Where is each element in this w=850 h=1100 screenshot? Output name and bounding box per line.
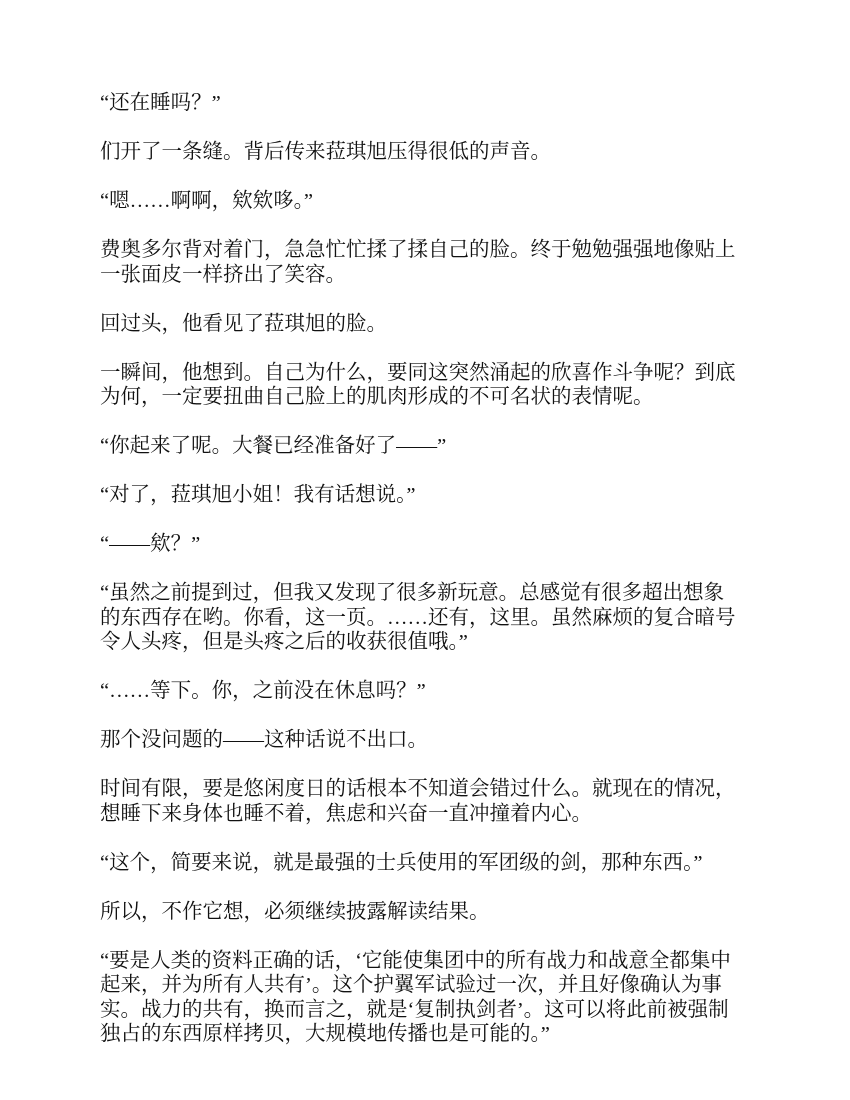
paragraph [100, 189, 760, 214]
text-line: 为何，一定要扭曲自己脸上的肌肉形成的不可名状的表情呢。 [100, 386, 654, 408]
text-line: “要是人类的资料正确的话，‘它能使集团中的所有战力和战意全都集中 [100, 949, 731, 972]
paragraph [100, 728, 760, 753]
text-line: 独占的东西原样拷贝，大规模地传播也是可能的。” [100, 1023, 550, 1045]
text-line: “——欸？” [100, 533, 201, 555]
paragraph [100, 91, 760, 116]
paragraph [100, 483, 760, 508]
paragraph [100, 532, 760, 557]
text-line: “……等下。你，之前没在休息吗？” [100, 680, 426, 702]
paragraph [100, 581, 760, 655]
text-line: “你起来了呢。大餐已经准备好了——” [100, 435, 447, 457]
text-line: 一张面皮一样挤出了笑容。 [100, 263, 346, 286]
text-line: 想睡下来身体也睡不着，焦虑和兴奋一直冲撞着内心。 [100, 802, 592, 825]
paragraph [100, 434, 760, 459]
paragraph [100, 312, 760, 337]
document-page [100, 91, 760, 1071]
text-line: “这个，简要来说，就是最强的士兵使用的军团级的剑，那种东西。” [100, 851, 703, 874]
text-line: 费奥多尔背对着门，急急忙忙揉了揉自己的脸。终于勉勉强强地像贴上 [100, 239, 736, 261]
text-line: “对了，菈琪旭小姐！我有话想说。” [100, 484, 416, 506]
text-line: 回过头，他看见了菈琪旭的脸。 [100, 312, 387, 335]
paragraph [100, 851, 760, 876]
paragraph [100, 238, 760, 287]
paragraph [100, 361, 760, 410]
paragraph [100, 900, 760, 925]
text-line: 所以，不作它想，必须继续披露解读结果。 [100, 900, 490, 923]
text-line: “还在睡吗？” [100, 92, 221, 114]
paragraph [100, 679, 760, 704]
text-line: 们开了一条缝。背后传来菈琪旭压得很低的声音。 [100, 141, 551, 163]
paragraph [100, 140, 760, 165]
text-line: 时间有限，要是悠闲度日的话根本不知道会错过什么。就现在的情况， [100, 778, 736, 800]
text-line: 那个没问题的——这种话说不出口。 [100, 729, 428, 751]
text-line: 起来，并为所有人共有’。这个护翼军试验过一次，并且好像确认为事 [100, 974, 722, 996]
text-line: “虽然之前提到过，但我又发现了很多新玩意。总感觉有很多超出想象 [100, 582, 725, 604]
text-line: “嗯……啊啊，欸欸哆。” [100, 190, 313, 212]
paragraph [100, 949, 760, 1047]
text-line: 一瞬间，他想到。自己为什么，要同这突然涌起的欣喜作斗争呢？到底 [100, 361, 736, 384]
text-line: 的东西存在哟。你看，这一页。……还有，这里。虽然麻烦的复合暗号 [100, 606, 736, 629]
text-line: 令人头疼，但是头疼之后的收获很值哦。” [100, 631, 468, 653]
paragraph [100, 777, 760, 826]
text-line: 实。战力的共有，换而言之，就是‘复制执剑者’。这可以将此前被强制 [100, 998, 729, 1021]
